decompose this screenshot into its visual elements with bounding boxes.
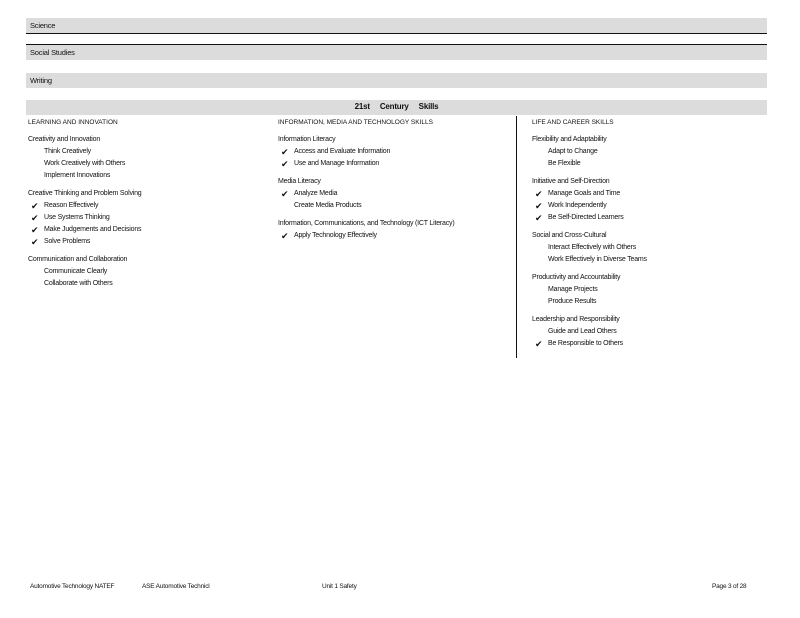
skill-item (28, 146, 268, 158)
skill-category (532, 314, 762, 350)
skill-item (532, 338, 762, 350)
skill-item (532, 242, 762, 254)
skill-item-label: Implement Innovations (44, 172, 111, 179)
skill-item-label: Manage Projects (548, 286, 598, 293)
checkmark-icon: ✔ (535, 213, 543, 223)
skill-item-label: Create Media Products (294, 202, 362, 209)
skill-item (532, 158, 762, 170)
skill-category (532, 134, 762, 170)
subject-label: Social Studies (30, 48, 75, 57)
skill-item-label: Interact Effectively with Others (548, 244, 637, 251)
category-title: Information Literacy (278, 136, 336, 143)
category-title: Initiative and Self-Direction (532, 178, 610, 185)
skill-category (28, 134, 268, 182)
category-title: Social and Cross-Cultural (532, 232, 607, 239)
skill-item (278, 230, 508, 242)
column-heading: LIFE AND CAREER SKILLS (532, 119, 614, 126)
skill-item (532, 254, 762, 266)
skill-item (532, 212, 762, 224)
category-title: Information, Communications, and Technology (ICT Literacy) (278, 220, 455, 227)
skill-category (28, 254, 268, 290)
skill-item (28, 224, 268, 236)
skill-item (28, 158, 268, 170)
skill-item-label: Use Systems Thinking (44, 214, 110, 221)
checkmark-icon: ✔ (535, 339, 543, 349)
skill-item-label: Apply Technology Effectively (294, 232, 377, 239)
skill-item-label: Produce Results (548, 298, 597, 305)
checkmark-icon: ✔ (31, 237, 39, 247)
skill-item (532, 326, 762, 338)
column-heading: LEARNING AND INNOVATION (28, 119, 118, 126)
skill-item (28, 266, 268, 278)
skill-category (28, 188, 268, 248)
skill-category (278, 218, 508, 242)
checkmark-icon: ✔ (281, 159, 289, 169)
skill-item (532, 188, 762, 200)
skill-item-label: Communicate Clearly (44, 268, 108, 275)
skill-item-label: Guide and Lead Others (548, 328, 617, 335)
skill-item-label: Collaborate with Others (44, 280, 113, 287)
skills-column-learning (28, 119, 268, 296)
category-title: Media Literacy (278, 178, 321, 185)
skill-item (28, 200, 268, 212)
skill-item (28, 212, 268, 224)
skill-category (532, 176, 762, 224)
skill-item-label: Access and Evaluate Information (294, 148, 391, 155)
subject-bar-social-studies (26, 45, 767, 60)
checkmark-icon: ✔ (31, 225, 39, 235)
checkmark-icon: ✔ (535, 189, 543, 199)
category-title: Productivity and Accountability (532, 274, 621, 281)
skill-item-label: Think Creatively (44, 148, 91, 155)
skill-category (532, 230, 762, 266)
checkmark-icon: ✔ (31, 201, 39, 211)
skill-item (278, 146, 508, 158)
skill-item-label: Work Independently (548, 202, 607, 209)
century-skills-header (26, 100, 767, 115)
skill-item (28, 170, 268, 182)
skill-item (532, 284, 762, 296)
skill-item-label: Use and Manage Information (294, 160, 380, 167)
skill-item (28, 236, 268, 248)
skill-category (278, 134, 508, 170)
column-heading: INFORMATION, MEDIA AND TECHNOLOGY SKILLS (278, 119, 433, 126)
skill-category (278, 176, 508, 212)
checkmark-icon: ✔ (281, 189, 289, 199)
category-title: Creative Thinking and Problem Solving (28, 190, 142, 197)
skill-item (532, 296, 762, 308)
skill-item-label: Be Flexible (548, 160, 581, 167)
skill-category (532, 272, 762, 308)
skill-item (532, 146, 762, 158)
footer-course: Automotive Technology NATEF (30, 583, 115, 590)
category-title: Leadership and Responsibility (532, 316, 620, 323)
skill-item (278, 200, 508, 212)
skill-item (28, 278, 268, 290)
category-title: Creativity and Innovation (28, 136, 101, 143)
skill-item-label: Be Self-Directed Learners (548, 214, 624, 221)
skills-column-information (278, 119, 508, 248)
skills-column-life (532, 119, 762, 356)
checkmark-icon: ✔ (281, 231, 289, 241)
skill-item-label: Manage Goals and Time (548, 190, 621, 197)
skill-item (278, 158, 508, 170)
subject-bar-science (26, 18, 767, 33)
skill-item-label: Analyze Media (294, 190, 338, 197)
footer-program: ASE Automotive Technicl (142, 583, 210, 590)
checkmark-icon: ✔ (31, 213, 39, 223)
skill-item-label: Reason Effectively (44, 202, 99, 209)
subject-label: Writing (30, 76, 52, 85)
footer-unit: Unit 1 Safety (322, 583, 357, 590)
subject-bar-writing (26, 73, 767, 88)
subject-label: Science (30, 21, 56, 30)
footer-page: Page 3 of 28 (712, 583, 747, 590)
skill-item (278, 188, 508, 200)
divider (26, 33, 767, 34)
skill-item-label: Make Judgements and Decisions (44, 226, 142, 233)
century-skills-title: 21st Century Skills (354, 102, 439, 111)
column-divider (516, 116, 517, 358)
skill-item (532, 200, 762, 212)
category-title: Communication and Collaboration (28, 256, 128, 263)
skill-item-label: Be Responsible to Others (548, 340, 623, 347)
skill-item-label: Adapt to Change (548, 148, 598, 155)
skill-item-label: Solve Problems (44, 238, 91, 245)
skill-item-label: Work Creatively with Others (44, 160, 126, 167)
skill-item-label: Work Effectively in Diverse Teams (548, 256, 647, 263)
checkmark-icon: ✔ (281, 147, 289, 157)
checkmark-icon: ✔ (535, 201, 543, 211)
category-title: Flexibility and Adaptability (532, 136, 607, 143)
